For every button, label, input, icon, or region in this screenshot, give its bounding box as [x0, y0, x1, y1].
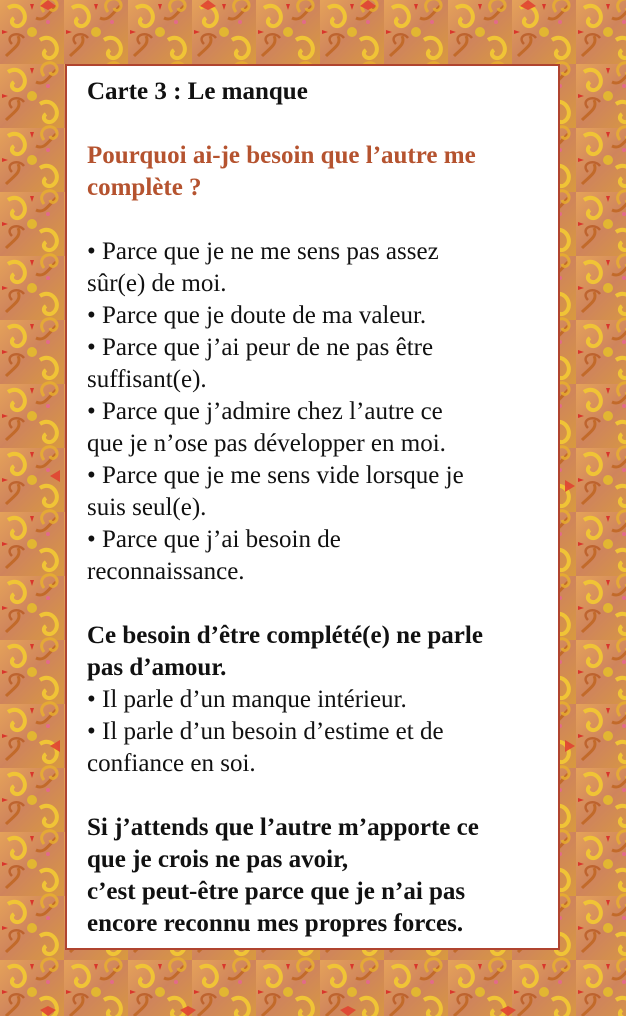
statement-line-1: Ce besoin d’être complété(e) ne parle — [87, 622, 483, 649]
list-item: • Parce que j’admire chez l’autre ce — [87, 398, 443, 425]
conclusion-line: c’est peut-être parce que je n’ai pas — [87, 878, 466, 905]
list-item: • Il parle d’un manque intérieur. — [87, 686, 407, 713]
list-item: que je n’ose pas développer en moi. — [87, 430, 446, 457]
conclusion-line: Si j’attends que l’autre m’apporte ce — [87, 814, 479, 841]
list-item: • Il parle d’un besoin d’estime et de — [87, 718, 444, 745]
list-item: reconnaissance. — [87, 558, 245, 585]
question-line-2: complète ? — [87, 174, 202, 201]
text-panel — [65, 64, 560, 950]
list-item: suffisant(e). — [87, 366, 207, 393]
list-item: • Parce que je ne me sens pas assez — [87, 238, 439, 265]
list-item: confiance en soi. — [87, 750, 256, 777]
conclusion — [87, 812, 538, 940]
question-line-1: Pourquoi ai-je besoin que l’autre me — [87, 142, 476, 169]
reasons-list — [87, 236, 538, 588]
conclusion-line: encore reconnu mes propres forces. — [87, 910, 464, 937]
card-title: Carte 3 : Le manque — [87, 78, 308, 105]
list-item: suis seul(e). — [87, 494, 207, 521]
statement-points — [87, 684, 538, 780]
list-item: • Parce que je doute de ma valeur. — [87, 302, 427, 329]
list-item: sûr(e) de moi. — [87, 270, 227, 297]
list-item: • Parce que j’ai peur de ne pas être — [87, 334, 434, 361]
conclusion-line: que je crois ne pas avoir, — [87, 846, 349, 873]
list-item: • Parce que j’ai besoin de — [87, 526, 341, 553]
list-item: • Parce que je me sens vide lorsque je — [87, 462, 464, 489]
statement-line-2: pas d’amour. — [87, 654, 227, 681]
